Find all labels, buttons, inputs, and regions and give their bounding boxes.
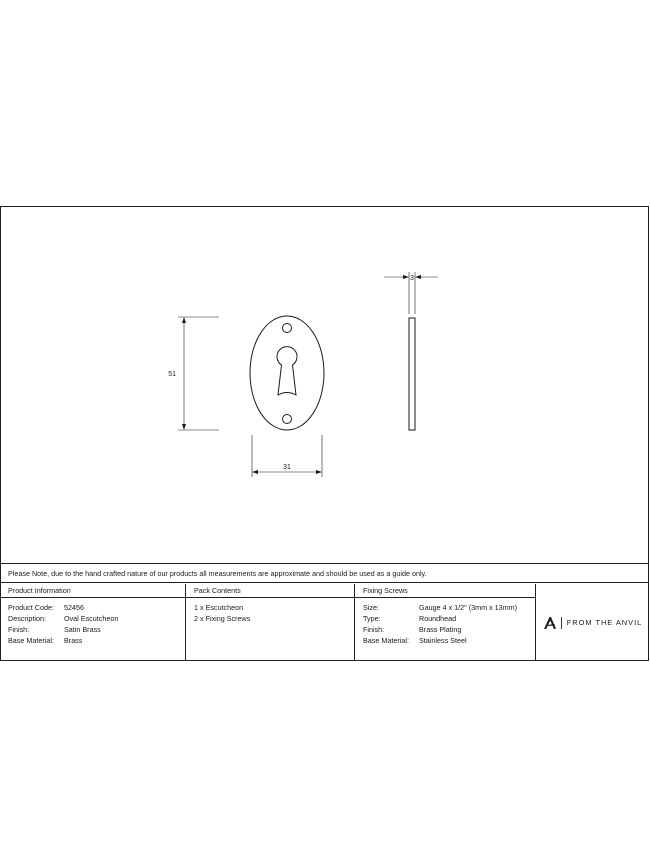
keyhole xyxy=(277,347,297,395)
screw-hole-bottom xyxy=(283,415,292,424)
pack-contents-heading: Pack Contents xyxy=(186,584,354,598)
pack-contents-panel xyxy=(186,584,355,661)
finish-row: Finish: Satin Brass xyxy=(8,625,101,634)
width-label: 31 xyxy=(283,464,291,471)
screw-hole-top xyxy=(283,324,292,333)
product-information-heading: Product Information xyxy=(0,584,185,598)
measurement-note: Please Note, due to the hand crafted nature of our products all measurements are approximate and should be used as a guide only. xyxy=(0,563,649,583)
screw-type-row: Type: Roundhead xyxy=(363,614,457,623)
screw-finish-row: Finish: Brass Plating xyxy=(363,625,462,634)
logo-divider xyxy=(561,617,562,629)
height-dimension xyxy=(178,317,219,430)
anvil-logo-icon xyxy=(543,616,557,630)
escutcheon-side-view xyxy=(409,318,415,430)
fixing-screws-panel xyxy=(355,584,536,661)
escutcheon-outline xyxy=(250,316,324,430)
escutcheon-front-view xyxy=(250,316,324,430)
fixing-screws-heading: Fixing Screws xyxy=(355,584,535,598)
thickness-label: 3 xyxy=(410,275,414,282)
pack-item: 1 x Escutcheon xyxy=(194,603,244,612)
screw-size-row: Size: Gauge 4 x 1/2" (3mm x 13mm) xyxy=(363,603,518,612)
screw-base-material-row: Base Material: Stainless Steel xyxy=(363,636,467,645)
brand-name: FROM THE ANVIL xyxy=(566,618,643,627)
description-row: Description: Oval Escutcheon xyxy=(8,614,119,623)
brand-logo xyxy=(536,584,649,661)
product-code-row: Product Code: 52456 xyxy=(8,603,84,612)
height-label: 51 xyxy=(168,371,176,378)
base-material-row: Base Material: Brass xyxy=(8,636,83,645)
pack-item: 2 x Fixing Screws xyxy=(194,614,251,623)
product-information-panel xyxy=(0,584,186,661)
